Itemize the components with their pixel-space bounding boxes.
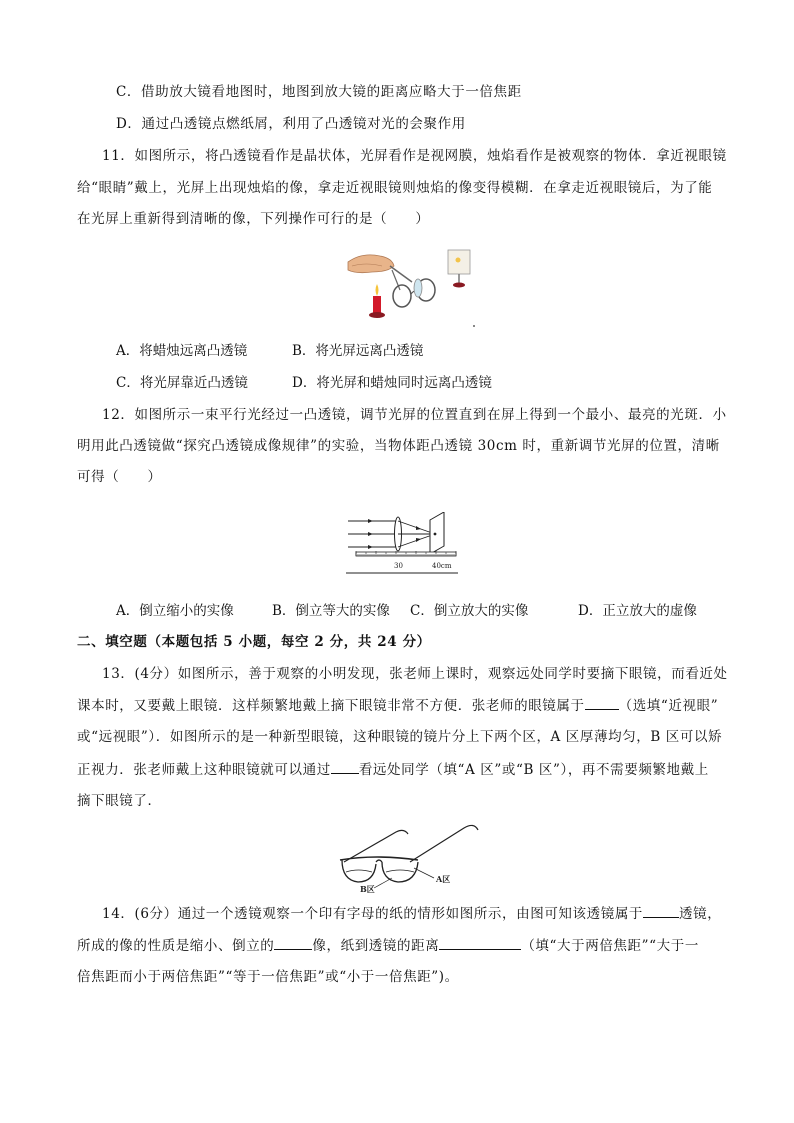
q14-line2-text-b: 像，纸到透镜的距离 bbox=[312, 938, 440, 954]
q10-option-c: C．借助放大镜看地图时，地图到放大镜的距离应略大于一倍焦距 bbox=[116, 84, 522, 100]
q12-stem-line3: 可得（ ） bbox=[77, 469, 162, 485]
q13-fig-label-a: A区 bbox=[436, 874, 451, 884]
q11-figure-glasses-candle bbox=[342, 244, 482, 330]
q13-line2-text-b: （选填“近视眼” bbox=[618, 698, 719, 714]
q14-blank-1[interactable] bbox=[643, 903, 679, 918]
q14-line1-text-b: 透镜， bbox=[679, 906, 722, 922]
q13-line4 bbox=[77, 759, 709, 780]
q14-blank-3[interactable] bbox=[439, 935, 521, 950]
q13-line3: 或“远视眼”）．如图所示的是一种新型眼镜，这种眼镜的镜片分上下两个区，A 区厚薄均匀，B 区可以矫 bbox=[77, 729, 723, 745]
q13-line1: 13．(4分）如图所示，善于观察的小明发现，张老师上课时，观察远处同学时要摘下眼镜，而看近处 bbox=[102, 666, 728, 682]
q10-option-d: D．通过凸透镜点燃纸屑，利用了凸透镜对光的会聚作用 bbox=[116, 116, 466, 132]
q14-line1-text-a: 14．(6分）通过一个透镜观察一个印有字母的纸的情形如图所示，由图可知该透镜属于 bbox=[102, 906, 644, 922]
q13-blank-1[interactable] bbox=[585, 695, 619, 710]
q11-option-b: B．将光屏远离凸透镜 bbox=[292, 343, 424, 359]
q14-line2 bbox=[77, 935, 699, 956]
q12-option-b: B．倒立等大的实像 bbox=[272, 603, 390, 619]
q12-stem-line1: 12．如图所示一束平行光经过一凸透镜，调节光屏的位置直到在屏上得到一个最小、最亮的光斑．小 bbox=[102, 407, 727, 423]
q12-fig-label-30: 30 bbox=[394, 562, 403, 570]
q13-line5: 摘下眼镜了． bbox=[77, 793, 162, 809]
q11-stem-line3: 在光屏上重新得到清晰的像，下列操作可行的是（ ） bbox=[77, 211, 430, 227]
q12-option-c: C．倒立放大的实像 bbox=[410, 603, 529, 619]
q12-option-a: A．倒立缩小的实像 bbox=[116, 603, 234, 619]
q14-blank-2[interactable] bbox=[274, 935, 312, 950]
q14-line2-text-a: 所成的像的性质是缩小、倒立的 bbox=[77, 938, 275, 954]
q11-option-d: D．将光屏和蜡烛同时远离凸透镜 bbox=[292, 375, 492, 391]
q12-stem-line2: 明用此凸透镜做“探究凸透镜成像规律”的实验，当物体距凸透镜 30cm 时，重新调节光屏的位置，清晰 bbox=[77, 438, 720, 454]
q11-stem-line2: 给“眼睛”戴上，光屏上出现烛焰的像，拿走近视眼镜则烛焰的像变得模糊．在拿走近视眼镜后，为了能 bbox=[77, 180, 713, 196]
q11-stem-line1: 11．如图所示，将凸透镜看作是晶状体，光屏看作是视网膜，烛焰看作是被观察的物体．拿近视眼镜 bbox=[102, 148, 727, 164]
q12-option-d: D．正立放大的虚像 bbox=[578, 603, 697, 619]
q11-option-c: C．将光屏靠近凸透镜 bbox=[116, 375, 248, 391]
q13-line4-text-a: 正视力．张老师戴上这种眼镜就可以通过 bbox=[77, 762, 331, 778]
q14-line3: 倍焦距而小于两倍焦距”“等于一倍焦距”或“小于一倍焦距”)。 bbox=[77, 969, 459, 985]
q12-fig-label-40cm: 40cm bbox=[432, 562, 452, 570]
q13-fig-label-b: B区 bbox=[360, 884, 375, 894]
q13-figure-bifocal-glasses bbox=[336, 818, 486, 896]
q13-line2-text-a: 课本时，又要戴上眼镜．这样频繁地戴上摘下眼镜非常不方便．张老师的眼镜属于 bbox=[77, 698, 585, 714]
q12-figure-lens-ruler bbox=[346, 512, 460, 576]
q13-blank-2[interactable] bbox=[331, 759, 359, 774]
q14-line2-text-c: （填“大于两倍焦距”“大于一 bbox=[521, 938, 699, 954]
q13-line4-text-b: 看远处同学（填“A 区”或“B 区”），再不需要频繁地戴上 bbox=[358, 762, 709, 778]
section-title-fill-in: 二、填空题（本题包括 5 小题，每空 2 分，共 24 分） bbox=[77, 634, 431, 650]
q14-line1 bbox=[102, 903, 721, 924]
q13-line2 bbox=[77, 695, 718, 716]
q11-option-a: A．将蜡烛远离凸透镜 bbox=[116, 343, 248, 359]
